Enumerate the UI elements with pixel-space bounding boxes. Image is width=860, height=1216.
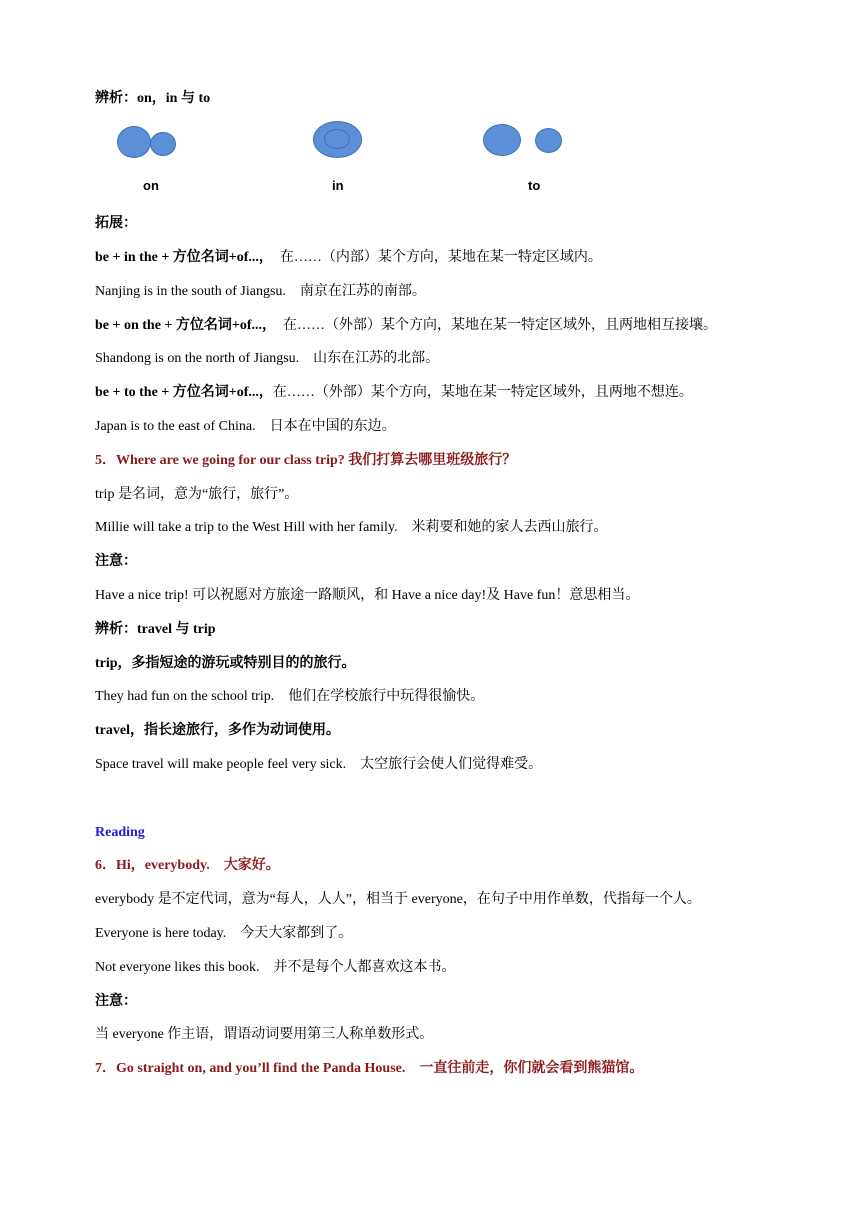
point-5-heading: 5．Where are we going for our class trip? 我们打算去哪里班级旅行？ bbox=[95, 453, 517, 468]
note-heading-2: 注意： bbox=[95, 994, 137, 1009]
example-space-travel: Space travel will make people feel very sick. 太空旅行会使人们觉得难受。 bbox=[95, 757, 543, 772]
in-inner-circle bbox=[324, 129, 350, 149]
travel-meaning: travel，指长途旅行，多作为动词使用。 bbox=[95, 723, 340, 738]
preposition-diagram bbox=[110, 118, 590, 198]
trip-definition: trip 是名词，意为“旅行，旅行”。 bbox=[95, 487, 299, 502]
trip-meaning: trip，多指短途的游玩或特别目的的旅行。 bbox=[95, 656, 356, 671]
example-school-trip: They had fun on the school trip. 他们在学校旅行中玩得很愉快。 bbox=[95, 689, 485, 704]
note-everyone-subject: 当 everyone 作主语，谓语动词要用第三人称单数形式。 bbox=[95, 1027, 434, 1042]
label-to: to bbox=[528, 178, 541, 193]
rule-to-the bbox=[95, 384, 693, 402]
note-have-nice-trip: Have a nice trip! 可以祝愿对方旅途一路顺风，和 Have a nice day!及 Have fun！意思相当。 bbox=[95, 588, 640, 603]
everybody-definition: everybody 是不定代词，意为“每人，人人”，相当于 everyone，在句子中用作单数，代指每一个人。 bbox=[95, 892, 701, 907]
rule-in-the bbox=[95, 249, 602, 267]
rule-to-the-pattern: be + to the + 方位名词+of...， bbox=[95, 385, 273, 400]
example-nanjing: Nanjing is in the south of Jiangsu. 南京在江苏的南部。 bbox=[95, 284, 426, 299]
to-big-circle bbox=[483, 124, 521, 156]
on-big-circle bbox=[117, 126, 151, 158]
rule-on-the bbox=[95, 317, 717, 335]
example-not-everyone: Not everyone likes this book. 并不是每个人都喜欢这本书。 bbox=[95, 960, 456, 975]
rule-on-the-pattern: be + on the + 方位名词+of...， bbox=[95, 318, 270, 333]
note-heading-1: 注意： bbox=[95, 554, 137, 569]
example-shandong: Shandong is on the north of Jiangsu. 山东在江苏的北部。 bbox=[95, 351, 440, 366]
heading-on-in-to: 辨析：on，in 与 to bbox=[95, 91, 211, 106]
example-millie: Millie will take a trip to the West Hill with her family. 米莉要和她的家人去西山旅行。 bbox=[95, 520, 608, 535]
label-on: on bbox=[143, 178, 159, 193]
point-6-heading: 6．Hi，everybody. 大家好。 bbox=[95, 858, 280, 873]
reading-section-title: Reading bbox=[95, 825, 145, 840]
heading-travel-trip: 辨析：travel 与 trip bbox=[95, 622, 216, 637]
point-7-heading: 7．Go straight on, and you’ll find the Panda House. 一直往前走，你们就会看到熊猫馆。 bbox=[95, 1061, 644, 1076]
rule-to-the-meaning: 在……（外部）某个方向，某地在某一特定区域外，且两地不想连。 bbox=[272, 385, 693, 400]
on-small-circle bbox=[150, 132, 176, 156]
to-small-circle bbox=[535, 128, 562, 153]
extension-heading: 拓展： bbox=[95, 216, 137, 231]
rule-in-the-pattern: be + in the + 方位名词+of...， bbox=[95, 250, 266, 265]
example-everyone-here: Everyone is here today. 今天大家都到了。 bbox=[95, 926, 353, 941]
label-in: in bbox=[332, 178, 344, 193]
rule-on-the-meaning: 在……（外部）某个方向，某地在某一特定区域外，且两地相互接壤。 bbox=[269, 318, 718, 333]
rule-in-the-meaning: 在……（内部）某个方向，某地在某一特定区域内。 bbox=[265, 250, 602, 265]
example-japan: Japan is to the east of China. 日本在中国的东边。 bbox=[95, 419, 396, 434]
